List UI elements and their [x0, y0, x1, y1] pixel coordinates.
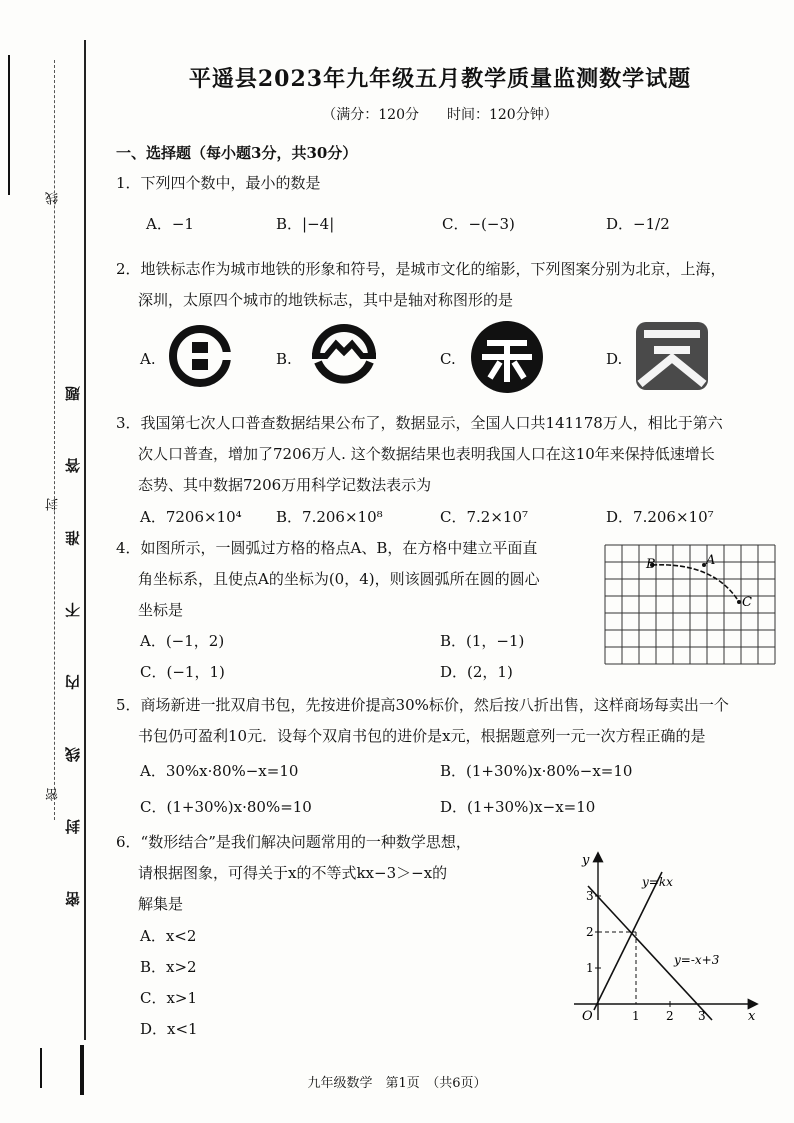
q5-option-b: B．(1+30%)x·80%−x=10: [440, 762, 633, 780]
q3-option-d: D．7.206×10⁷: [606, 508, 714, 526]
q2-option-d: D.: [606, 350, 623, 368]
q6-option-b: B．x>2: [140, 958, 197, 976]
shanghai-metro-logo: [306, 322, 382, 390]
binding-char-mi: 密: [46, 788, 61, 801]
x-tick-1: 1: [632, 1009, 640, 1023]
line-y-kx: [594, 872, 662, 1010]
binding-char-feng: 封: [46, 498, 61, 511]
q5-stem-line1: 5．商场新进一批双肩书包，先按进价提高30%标价，然后按八折出售，这样商场每卖出一个: [116, 696, 729, 714]
page-footer: 九年级数学 第1页 （共6页）: [307, 1076, 487, 1091]
q6-stem-line1: 6．“数形结合”是我们解决问题常用的一种数学思想，: [116, 833, 471, 851]
q6-stem-line3: 解集是: [138, 895, 184, 913]
q2-option-a: A.: [140, 350, 156, 368]
x-axis-label: x: [748, 1009, 756, 1024]
line1-label: y=kx: [642, 875, 673, 889]
binding-char-xian: 线: [46, 192, 61, 205]
q3-stem-line3: 态势、其中数据7206万用科学记数法表示为: [138, 476, 432, 494]
shenzhen-metro-logo: [470, 320, 544, 394]
y-tick-1: 1: [586, 961, 594, 975]
q3-stem-line2: 次人口普查，增加了7206万人. 这个数据结果也表明我国人口在这10年来保持低速增长: [138, 445, 715, 463]
q1-option-d: D．−1/2: [606, 215, 670, 233]
q1-option-a: A．−1: [146, 215, 194, 233]
q3-option-a: A．7206×10⁴: [140, 508, 242, 526]
page-subtitle: （满分：120分 时间：120分钟）: [322, 107, 558, 123]
q4-stem-line3: 坐标是: [138, 601, 184, 619]
q4-option-a: A．(−1，2): [140, 632, 225, 650]
y-tick-3: 3: [586, 889, 594, 903]
label-c: C: [742, 595, 752, 610]
q5-option-c: C．(1+30%)x·80%=10: [140, 798, 312, 816]
q6-function-graph: [566, 848, 766, 1024]
q2-stem-line2: 深圳，太原四个城市的地铁标志，其中是轴对称图形的是: [138, 291, 514, 309]
q4-grid-figure: [604, 544, 778, 668]
y-tick-2: 2: [586, 925, 594, 939]
binding-margin-line: [84, 40, 86, 1040]
x-tick-3: 3: [698, 1009, 706, 1023]
q3-option-b: B．7.206×10⁸: [276, 508, 383, 526]
q6-option-a: A．x<2: [140, 927, 197, 945]
taiyuan-metro-logo: [636, 322, 708, 390]
y-axis-label: y: [582, 853, 590, 868]
binding-notice: 密 封 线 内 不 准 答 题: [64, 360, 82, 907]
q5-option-d: D．(1+30%)x−x=10: [440, 798, 596, 816]
q4-option-c: C．(−1，1): [140, 663, 225, 681]
point-c: [737, 600, 741, 604]
q4-stem-line2: 角坐标系，且使点A的坐标为(0，4)，则该圆弧所在圆的圆心: [138, 570, 540, 588]
q1-option-b: B．|−4|: [276, 215, 335, 233]
beijing-metro-logo: [166, 322, 234, 390]
q5-option-a: A．30%x·80%−x=10: [140, 762, 299, 780]
label-a: A: [706, 553, 716, 568]
binding-edge-mark: [8, 55, 10, 195]
page-title: 平遥县2023年九年级五月教学质量监测数学试题: [188, 66, 692, 92]
q4-option-b: B．(1，−1): [440, 632, 525, 650]
label-b: B: [646, 557, 656, 572]
line2-label: y=-x+3: [674, 953, 720, 967]
q2-option-c: C.: [440, 350, 456, 368]
q5-stem-line2: 书包仍可盈利10元．设每个双肩书包的进价是x元，根据题意列一元一次方程正确的是: [138, 727, 706, 745]
q1-option-c: C．−(−3): [442, 215, 515, 233]
binding-dashed-line: [54, 60, 55, 820]
section-heading: 一、选择题（每小题3分，共30分）: [116, 144, 358, 162]
q2-option-b: B.: [276, 350, 292, 368]
q6-option-c: C．x>1: [140, 989, 198, 1007]
q3-option-c: C．7.2×10⁷: [440, 508, 529, 526]
q1-stem: 1．下列四个数中，最小的数是: [116, 174, 321, 192]
q4-option-d: D．(2，1): [440, 663, 513, 681]
q3-stem-line1: 3．我国第七次人口普查数据结果公布了，数据显示，全国人口共141178万人，相比于第六: [116, 414, 723, 432]
q6-option-d: D．x<1: [140, 1020, 198, 1038]
q6-stem-line2: 请根据图象，可得关于x的不等式kx−3＞−x的: [138, 864, 448, 882]
q4-stem-line1: 4．如图所示，一圆弧过方格的格点A、B，在方格中建立平面直: [116, 539, 538, 557]
origin-label: O: [582, 1009, 593, 1024]
q2-stem-line1: 2．地铁标志作为城市地铁的形象和符号，是城市文化的缩影，下列图案分别为北京，上海，: [116, 260, 726, 278]
x-tick-2: 2: [666, 1009, 674, 1023]
